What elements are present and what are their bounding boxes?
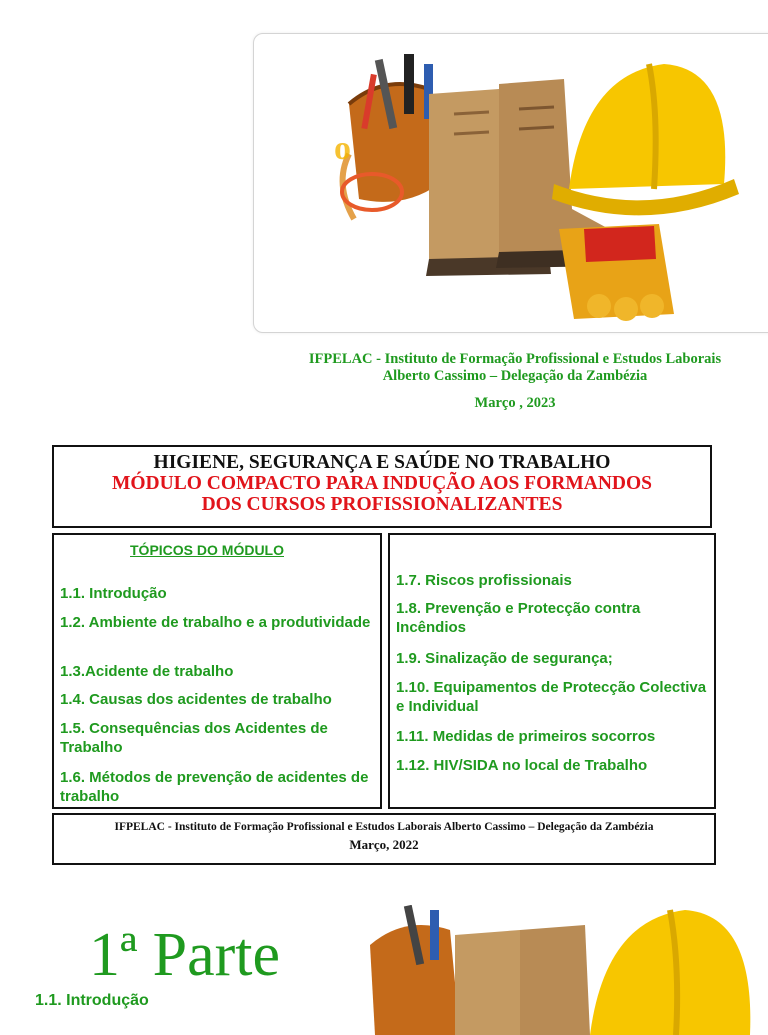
topics-left-box xyxy=(52,533,382,809)
topic-item: 1.10. Equipamentos de Protecção Colectiva e Individual xyxy=(396,679,707,715)
svg-text:o: o xyxy=(334,130,351,167)
module-subtitle-line-1: MÓDULO COMPACTO PARA INDUÇÃO AOS FORMANDOS xyxy=(111,473,653,494)
topic-item: 1.3.Acidente de trabalho xyxy=(60,663,234,680)
tool-belt-graphic xyxy=(342,54,439,219)
part-title: 1ª Parte xyxy=(89,921,280,989)
institution-name xyxy=(250,351,768,385)
institution-line-2: Alberto Cassimo – Delegação da Zambézia xyxy=(382,368,648,384)
topic-item: 1.12. HIV/SIDA no local de Trabalho xyxy=(396,757,648,774)
hard-hat-graphic xyxy=(552,64,739,215)
gloves-graphic xyxy=(559,224,674,321)
topic-item: 1.9. Sinalização de segurança; xyxy=(396,650,613,667)
module-subtitle-line-2: DOS CURSOS PROFISSIONALIZANTES xyxy=(201,494,563,515)
topic-item: 1.6. Métodos de prevenção de acidentes de trabalho xyxy=(60,769,369,805)
topic-item: 1.2. Ambiente de trabalho e a produtividade xyxy=(60,614,371,631)
safety-equipment-image-partial xyxy=(330,905,768,1035)
header-date: Março , 2023 xyxy=(474,395,556,411)
topic-item: 1.4. Causas dos acidentes de trabalho xyxy=(60,691,332,708)
topic-item: 1.5. Consequências dos Acidentes de Trabalho xyxy=(60,720,328,756)
module-title: HIGIENE, SEGURANÇA E SAÚDE NO TRABALHO xyxy=(153,452,611,473)
topic-item: 1.8. Prevenção e Protecção contra Incêndios xyxy=(396,600,641,636)
part-first-item: 1.1. Introdução xyxy=(35,992,149,1009)
topics-right-box xyxy=(388,533,716,809)
topic-item: 1.11. Medidas de primeiros socorros xyxy=(396,728,656,745)
module-footer xyxy=(52,813,716,865)
topic-item: 1.1. Introdução xyxy=(60,585,167,602)
footer-institution: IFPELAC - Instituto de Formação Profissional e Estudos Laborais Alberto Cassimo – Delegação da Zambézia xyxy=(114,821,654,833)
institution-line-1: IFPELAC - Instituto de Formação Profissional e Estudos Laborais xyxy=(308,351,722,367)
module-title-box xyxy=(52,445,712,528)
safety-equipment-image xyxy=(253,33,768,333)
topic-item: 1.7. Riscos profissionais xyxy=(396,572,572,589)
footer-date: Março, 2022 xyxy=(349,837,419,852)
topics-heading: TÓPICOS DO MÓDULO xyxy=(130,542,284,558)
